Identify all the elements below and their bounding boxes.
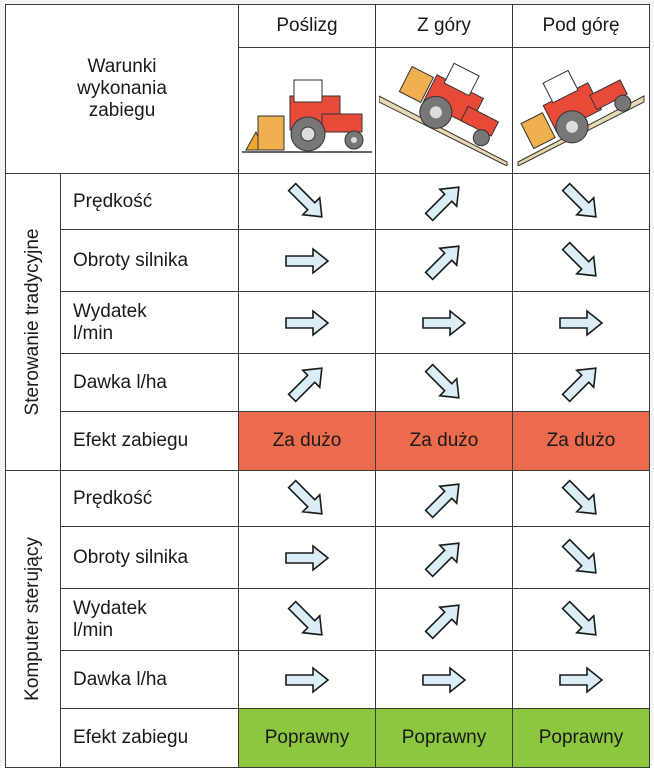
arrow-cell: [513, 589, 650, 651]
tractor-uphill-icon: [516, 56, 646, 166]
arrow-cell: [239, 354, 376, 412]
arrow-cell: [376, 651, 513, 709]
arrow-up-icon: [416, 477, 472, 521]
effect-row: [6, 709, 650, 768]
row-label: [61, 589, 239, 651]
arrow-right-icon: [553, 301, 609, 345]
table-row: [6, 230, 650, 292]
arrow-cell: [239, 527, 376, 589]
table-row: [6, 354, 650, 412]
illustration-slip: [239, 48, 376, 174]
group-label: Sterowanie tradycyjne: [22, 228, 43, 416]
group-label: Komputer sterujący: [22, 537, 43, 701]
row-label: [61, 174, 239, 230]
arrow-right-icon: [279, 301, 335, 345]
row-label: [61, 230, 239, 292]
effect-badge: Za dużo: [239, 412, 376, 471]
arrow-cell: [376, 230, 513, 292]
conditions-header: [6, 5, 239, 174]
arrow-down-icon: [279, 180, 335, 224]
arrow-up-icon: [553, 361, 609, 405]
row-label: [61, 354, 239, 412]
table-row: [6, 471, 650, 527]
arrow-cell: [239, 292, 376, 354]
arrow-down-icon: [553, 536, 609, 580]
arrow-right-icon: [416, 658, 472, 702]
arrow-right-icon: [279, 658, 335, 702]
arrow-cell: [376, 471, 513, 527]
table-row: [6, 174, 650, 230]
row-label-text: Prędkość: [73, 487, 153, 509]
effect-badge: Za dużo: [376, 412, 513, 471]
arrow-up-icon: [416, 180, 472, 224]
arrow-up-icon: [416, 239, 472, 283]
comparison-table: [5, 4, 650, 768]
group-label-cell: [6, 471, 61, 768]
arrow-cell: [513, 471, 650, 527]
arrow-right-icon: [553, 658, 609, 702]
effect-badge: Poprawny: [239, 709, 376, 768]
arrow-up-icon: [279, 361, 335, 405]
arrow-cell: [376, 354, 513, 412]
arrow-right-icon: [279, 536, 335, 580]
table-row: [6, 651, 650, 709]
table-row: [6, 589, 650, 651]
arrow-cell: [513, 230, 650, 292]
arrow-cell: [513, 354, 650, 412]
effect-row: [6, 412, 650, 471]
arrow-down-icon: [416, 361, 472, 405]
arrow-cell: [513, 527, 650, 589]
arrow-up-icon: [416, 536, 472, 580]
illustration-downhill: [376, 48, 513, 174]
effect-badge: Poprawny: [376, 709, 513, 768]
column-header-slip: Poślizg: [239, 5, 376, 48]
row-label-text: Dawka l/ha: [73, 668, 167, 690]
row-label-text: Obroty silnika: [73, 249, 189, 271]
row-label-text: Dawka l/ha: [73, 371, 167, 393]
group-label-cell: [6, 174, 61, 471]
row-label-text: Prędkość: [73, 190, 153, 212]
tractor-downhill-icon: [379, 56, 509, 166]
effect-label: Efekt zabiegu: [61, 709, 239, 768]
tractor-slip-icon: [242, 66, 372, 156]
arrow-down-icon: [553, 239, 609, 283]
row-label: [61, 527, 239, 589]
arrow-cell: [239, 589, 376, 651]
row-label: [61, 292, 239, 354]
arrow-up-icon: [416, 598, 472, 642]
row-label: [61, 651, 239, 709]
arrow-cell: [239, 230, 376, 292]
arrow-cell: [239, 174, 376, 230]
arrow-cell: [239, 471, 376, 527]
arrow-cell: [376, 589, 513, 651]
effect-badge: Za dużo: [513, 412, 650, 471]
arrow-cell: [513, 174, 650, 230]
arrow-cell: [513, 651, 650, 709]
row-label-text: Obroty silnika: [73, 546, 189, 568]
illustration-uphill: [513, 48, 650, 174]
table-row: [6, 292, 650, 354]
row-label-text: Wydatek l/min: [73, 300, 147, 344]
arrow-cell: [376, 292, 513, 354]
table-row: [6, 527, 650, 589]
arrow-cell: [376, 174, 513, 230]
effect-badge: Poprawny: [513, 709, 650, 768]
arrow-cell: [239, 651, 376, 709]
row-label: [61, 471, 239, 527]
arrow-down-icon: [553, 180, 609, 224]
arrow-down-icon: [553, 598, 609, 642]
conditions-header-text: Warunki wykonania zabiegu: [77, 56, 167, 121]
column-header-downhill: Z góry: [376, 5, 513, 48]
row-label-text: Wydatek l/min: [73, 597, 147, 641]
arrow-right-icon: [416, 301, 472, 345]
column-header-uphill: Pod górę: [513, 5, 650, 48]
arrow-cell: [376, 527, 513, 589]
arrow-right-icon: [279, 239, 335, 283]
arrow-down-icon: [553, 477, 609, 521]
arrow-down-icon: [279, 598, 335, 642]
arrow-down-icon: [279, 477, 335, 521]
effect-label: Efekt zabiegu: [61, 412, 239, 471]
arrow-cell: [513, 292, 650, 354]
